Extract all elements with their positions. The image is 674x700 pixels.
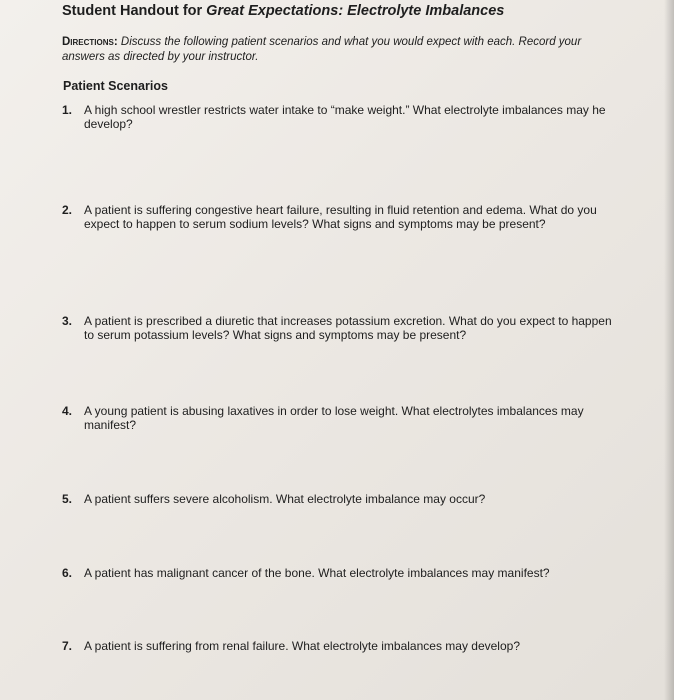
question-3 bbox=[62, 314, 617, 342]
question-text: A high school wrestler restricts water intake to “make weight.” What electrolyte imbalances may he develop? bbox=[84, 103, 606, 131]
question-text: A patient is prescribed a diuretic that increases potassium excretion. What do you expect to happen to serum potassium levels? What signs and symptoms may be present? bbox=[84, 314, 612, 342]
directions bbox=[62, 35, 622, 65]
question-text: A patient is suffering from renal failure. What electrolyte imbalances may develop? bbox=[84, 639, 520, 653]
question-5 bbox=[62, 492, 617, 506]
question-4 bbox=[62, 404, 617, 432]
title-prefix: Student Handout for bbox=[62, 3, 207, 19]
question-text: A patient suffers severe alcoholism. What electrolyte imbalance may occur? bbox=[84, 492, 486, 506]
question-text: A patient is suffering congestive heart failure, resulting in fluid retention and edema. What do you expect to happen to serum sodium levels? What signs and symptoms may be present? bbox=[84, 203, 597, 231]
directions-label: Directions: bbox=[62, 36, 118, 48]
question-2 bbox=[62, 203, 617, 231]
question-number: 2. bbox=[62, 203, 73, 217]
question-7 bbox=[62, 639, 617, 653]
question-number: 5. bbox=[62, 492, 73, 506]
question-number: 7. bbox=[62, 639, 73, 653]
question-number: 1. bbox=[62, 103, 73, 117]
page-edge-shadow bbox=[664, 0, 674, 700]
question-6 bbox=[62, 566, 617, 580]
question-text: A young patient is abusing laxatives in order to lose weight. What electrolytes imbalances may manifest? bbox=[84, 404, 584, 432]
directions-text: Discuss the following patient scenarios and what you would expect with each. Record your answers as directed by your instructor. bbox=[62, 36, 582, 63]
question-text: A patient has malignant cancer of the bone. What electrolyte imbalances may manifest? bbox=[84, 566, 550, 580]
question-number: 4. bbox=[62, 404, 73, 418]
page-title bbox=[62, 3, 504, 19]
question-1 bbox=[62, 103, 617, 131]
section-heading: Patient Scenarios bbox=[63, 79, 168, 93]
question-number: 3. bbox=[62, 314, 73, 328]
question-number: 6. bbox=[62, 566, 73, 580]
title-italic: Great Expectations: Electrolyte Imbalances bbox=[206, 3, 505, 19]
